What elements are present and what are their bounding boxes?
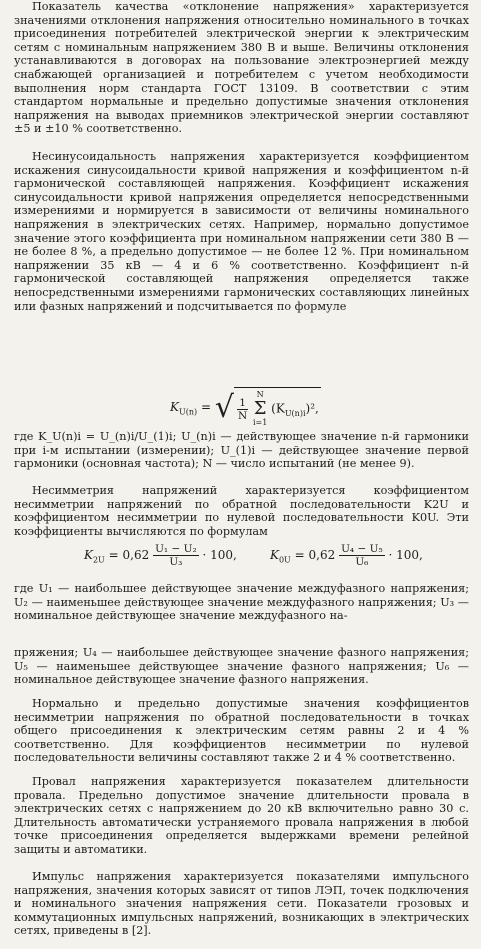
paragraph-u-definitions: где U₁ — наибольшее действующее значение междуфазного напряжения; U₂ — наименьшее действующее значение междуфазного напряжения; U₃ — номинальное действующее значение междуфазного на- (14, 582, 469, 623)
formula-k2u: $K_{2U} = 0,62$ $\frac{\text{U₁ − U₂}}{\text{U₃}}$ · 100, (84, 543, 237, 568)
paragraph-voltage-dip: Провал напряжения характеризуется показателем длительности провала. Предельно допустимое значение длительности провала в электрических сетях с напряжением до 20 кВ включительно равно 30 с. Длительность автоматически устраняемого провала напряжения в любой точке присоединения определяется выдержками времени релейной защиты и автоматики. (14, 775, 469, 856)
paragraph-voltage-deviation: Показатель качества «отклонение напряжения» характеризуется значениями отклонения напряжения относительно номинального в точках присоединения потребителей электрической энергии к электрическим сетям с номинальным напряжением 380 В и выше. Величины отклонения устанавливаются в договорах на пользование электроэнергией между снабжающей организацией и потребителем с учетом необходимости выполнения норм стандарта ГОСТ 13109. В соответствии с этим стандартом нормальные и предельно допустимые значения отклонения напряжения на выводах приемников электрической энергии составляют ±5 и ±10 % соответственно. (14, 0, 469, 136)
paragraph-voltage-impulse: Импульс напряжения характеризуется показателями импульсного напряжения, значения которых зависят от типов ЛЭП, точек подключения и номинального значения напряжения сети. Показатели грозовых и коммутационных импульсных напряжений, возникающих в электрических сетях, приведены в [2]. (14, 870, 469, 938)
paragraph-phase-definitions: пряжения; U₄ — наибольшее действующее значение фазного напряжения; U₅ — наименьшее действующее значение фазного напряжения; U₆ — номинальное действующее значение фазного напряжения. (14, 646, 469, 687)
paragraph-asymmetry-limits: Нормально и предельно допустимые значения коэффициентов несимметрии напряжения по обратной последовательности в точках общего присоединения к электрическим сетям равны 2 и 4 % соответственно. Для коэффициентов несимметрии по нулевой последовательности величины составляют также 2 и 4 % соответственно. (14, 697, 469, 765)
formula-harmonic-coefficient: $K_{U(n)}$ = √ $\frac{1}{N}$ N Σ i=1 $(K_{U(n)i})^2$, (170, 387, 321, 428)
paragraph-asymmetry: Несимметрия напряжений характеризуется коэффициентом несимметрии напряжений по обратной последовательности K2U и коэффициентом несимметрии по нулевой последовательности K0U. Эти коэффициенты вычисляются по формулам (14, 484, 469, 538)
paragraph-formula-legend: где K_U(n)i = U_(n)i/U_(1)i; U_(n)i — действующее значение n-й гармоники при i-м испытании (измерении); U_(1)i — действующее значение первой гармоники (основная частота); N — число испытаний (не менее 9). (14, 430, 469, 471)
paragraph-non-sinusoidality: Несинусоидальность напряжения характеризуется коэффициентом искажения синусоидальности кривой напряжения и коэффициентом n-й гармонической составляющей напряжения. Коэффициент искажения синусоидальности кривой напряжения определяется непосредственными измерениями и нормируется в зависимости от величины номинального напряжения в электрических сетях. Например, нормально допустимое значение этого коэффициента при номинальном напряжении сети 380 В — не более 8 %, а предельно допустимое — не более 12 %. При номинальном напряжении 35 кВ — 4 и 6 % соответственно. Коэффициент n-й гармонической составляющей напряжения определяется также непосредственными измерениями гармонических составляющих линейных или фазных напряжений и подсчитывается по формуле (14, 150, 469, 313)
formula-k0u: $K_{0U} = 0,62$ $\frac{\text{U₄ − U₅}}{\text{U₆}}$ · 100, (270, 543, 423, 568)
